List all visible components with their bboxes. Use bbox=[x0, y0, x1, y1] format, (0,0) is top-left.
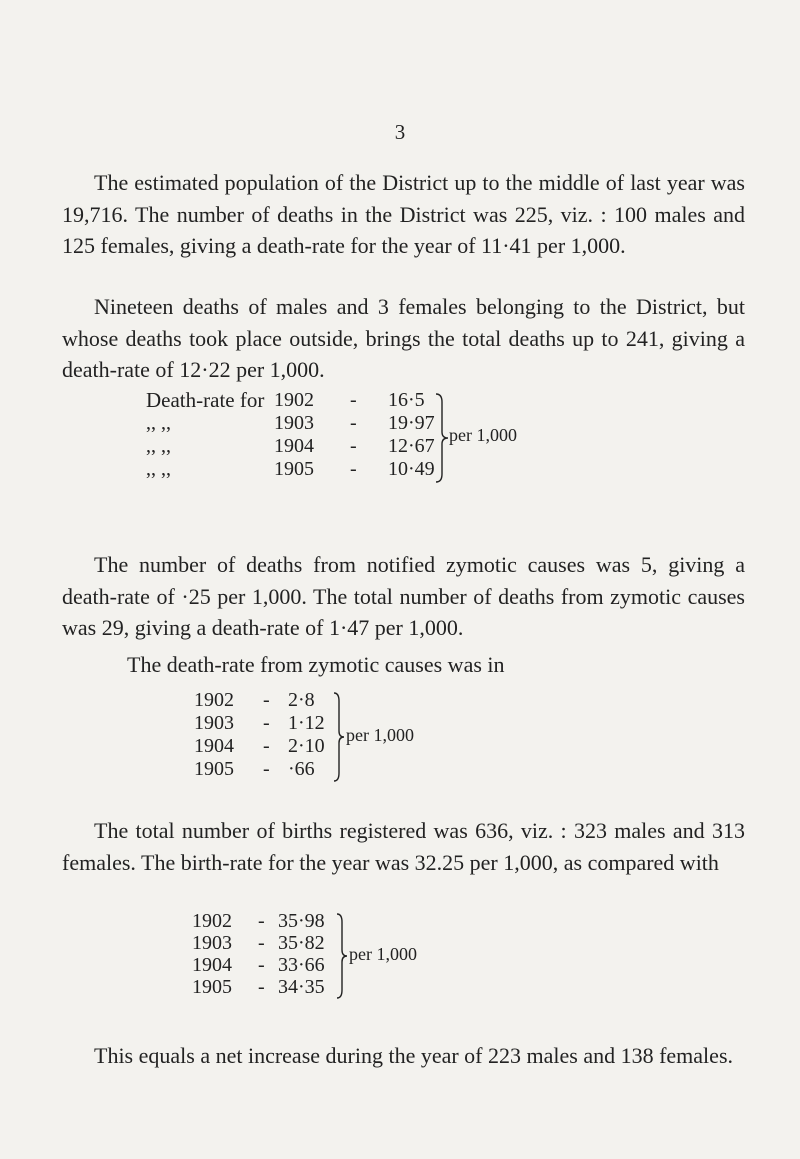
unit-label: per 1,000 bbox=[346, 725, 414, 745]
paragraph-zymotic: The number of deaths from notified zymotic causes was 5, giving a death-rate of ·25 per 1,000. The total number of deaths from zymotic causes was 29, giving a death-rate of 1·47 per 1,000. bbox=[62, 552, 745, 640]
paragraph-population: The estimated population of the District up to the middle of last year was 19,716. The number of deaths in the District was 225, viz. : 100 males and 125 females, giving a death-rate for the year of 11·41 per 1,000. bbox=[62, 170, 745, 258]
table-row: Death-rate for 1902 - 16·5 bbox=[146, 388, 425, 412]
table-row: ,, ,, 1905 - 10·49 bbox=[146, 458, 435, 480]
paragraph-net-increase: This equals a net increase during the year of 223 males and 138 females. bbox=[94, 1043, 733, 1068]
paragraph-births: The total number of births registered was 636, viz. : 323 males and 313 females. The birth-rate for the year was 32.25 per 1,000, as compared with bbox=[62, 818, 745, 875]
unit-label: per 1,000 bbox=[449, 425, 517, 445]
table-row: 1902 - 2·8 bbox=[194, 689, 315, 711]
table-row: 1903 - 35·82 bbox=[192, 932, 325, 954]
table-row: ,, ,, 1904 - 12·67 bbox=[146, 435, 435, 457]
paragraph-outside-deaths: Nineteen deaths of males and 3 females belonging to the District, but whose deaths took place outside, brings the total deaths up to 241, giving a death-rate of 12·22 per 1,000. bbox=[62, 294, 745, 382]
right-brace bbox=[434, 392, 450, 484]
page-number: 3 bbox=[394, 120, 406, 144]
right-brace bbox=[332, 691, 346, 783]
table-row: 1903 - 1·12 bbox=[194, 712, 325, 734]
table-row: ,, ,, 1903 - 19·97 bbox=[146, 412, 435, 434]
zymotic-heading: The death-rate from zymotic causes was in bbox=[127, 652, 505, 677]
table-row: 1902 - 35·98 bbox=[192, 910, 325, 932]
table-row: 1905 - ·66 bbox=[194, 758, 315, 780]
right-brace bbox=[335, 912, 349, 1000]
unit-label: per 1,000 bbox=[349, 944, 417, 964]
table-row: 1905 - 34·35 bbox=[192, 976, 325, 998]
table-row: 1904 - 2·10 bbox=[194, 735, 325, 757]
table-row: 1904 - 33·66 bbox=[192, 954, 325, 976]
